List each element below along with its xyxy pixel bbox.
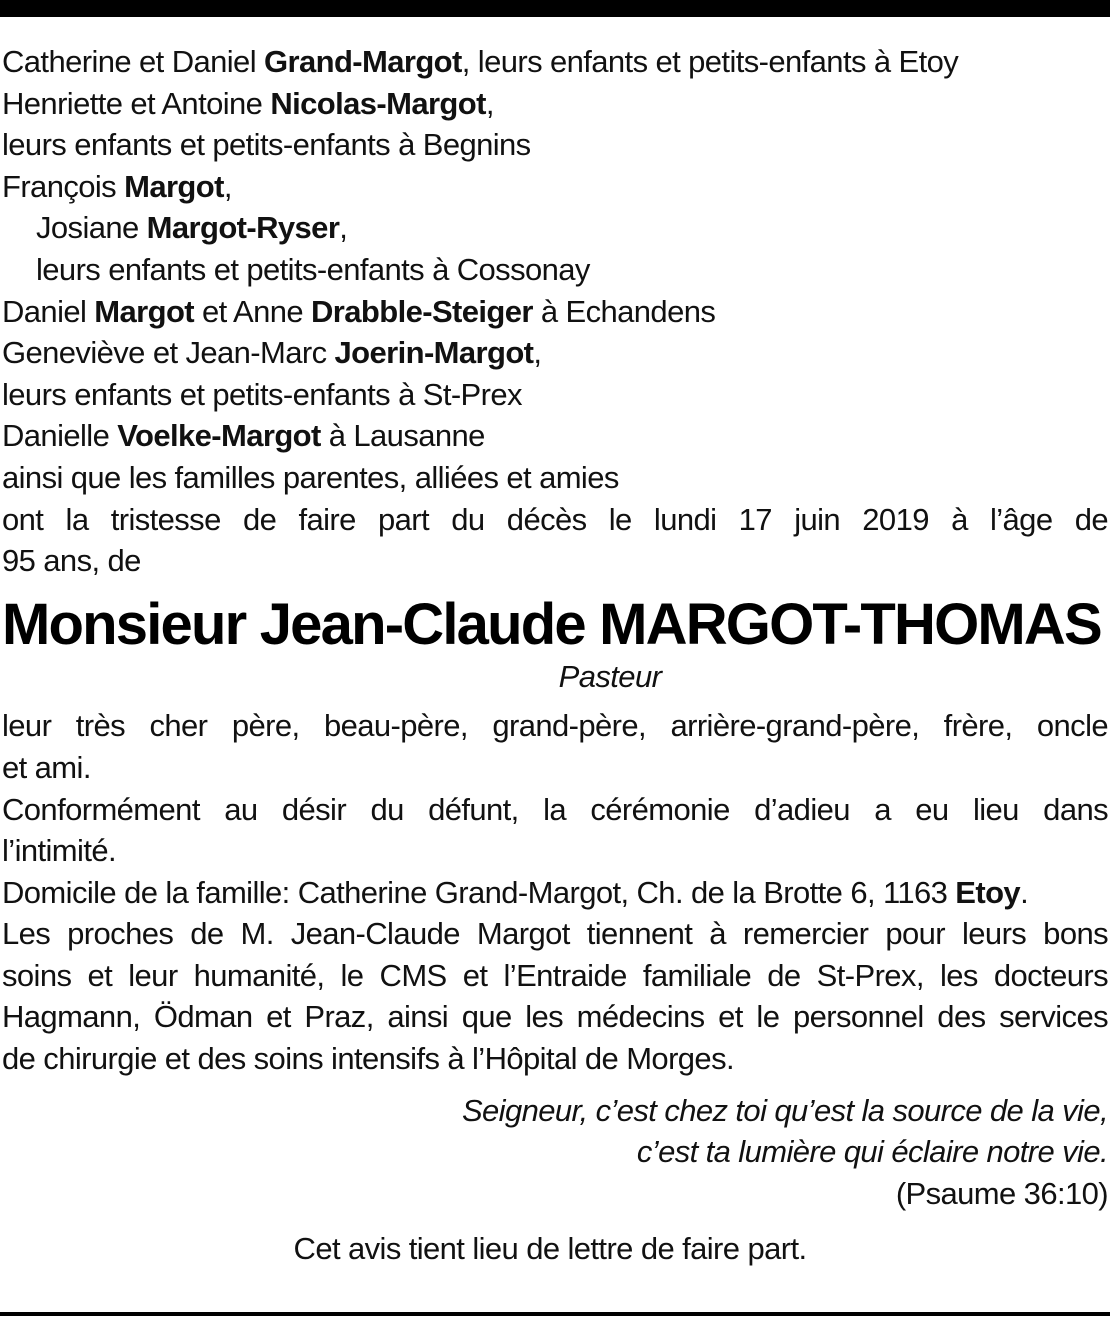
thanks-text: soins et leur humanité, le CMS et l’Entraide familiale de St-Prex, les docteurs	[2, 957, 1108, 993]
obituary-notice	[2, 41, 1108, 1270]
ceremony-text: l’intimité.	[2, 833, 116, 869]
surname: Joerin-Margot	[334, 335, 534, 371]
family-line: Geneviève et Jean-Marc Joerin-Margot,	[2, 335, 542, 371]
family-line: ainsi que les familles parentes, alliées et amies	[2, 459, 619, 495]
family-line: Catherine et Daniel Grand-Margot, leurs enfants et petits-enfants à Etoy	[2, 44, 959, 79]
thanks-text: de chirurgie et des soins intensifs à l’Hôpital de Morges.	[2, 1041, 734, 1077]
quote-line: c’est ta lumière qui éclaire notre vie.	[636, 1134, 1108, 1170]
psalm-quote	[2, 1090, 1108, 1173]
family-line: Daniel Margot et Anne Drabble-Steiger à Echandens	[2, 293, 716, 329]
family-line: François Margot,	[2, 168, 232, 204]
announcement-text: ont la tristesse de faire part du décès le lundi 17 juin 2019 à l’âge de	[2, 501, 1108, 537]
deceased-title: Pasteur	[558, 658, 662, 694]
family-line: leurs enfants et petits-enfants à Cossonay	[36, 251, 590, 287]
surname: Margot	[124, 168, 224, 204]
thanks-text: Hagmann, Ödman et Praz, ainsi que les médecins et le personnel des services	[2, 999, 1108, 1035]
surname: Grand-Margot	[264, 44, 462, 79]
announcement-text: 95 ans, de	[2, 543, 141, 579]
relation-text: leur très cher père, beau-père, grand-père, arrière-grand-père, frère, oncle	[2, 708, 1108, 744]
deceased-name: Monsieur Jean-Claude MARGOT-THOMAS	[2, 591, 1101, 657]
family-line: leurs enfants et petits-enfants à Begnins	[2, 127, 531, 163]
quote-line: Seigneur, c’est chez toi qu’est la source de la vie,	[461, 1092, 1108, 1128]
surname: Voelke-Margot	[117, 418, 321, 454]
surname: Nicolas-Margot	[270, 85, 486, 121]
top-rule	[0, 0, 1110, 17]
surname: Margot-Ryser	[146, 210, 340, 246]
family-line: Danielle Voelke-Margot à Lausanne	[2, 418, 485, 454]
closing-note: Cet avis tient lieu de lettre de faire part.	[293, 1231, 807, 1267]
domicile-text: Domicile de la famille: Catherine Grand-Margot, Ch. de la Brotte 6, 1163 Etoy.	[2, 874, 1029, 910]
relation-text: et ami.	[2, 749, 91, 785]
thanks-text: Les proches de M. Jean-Claude Margot tiennent à remercier pour leurs bons	[2, 916, 1108, 952]
ceremony-text: Conformément au désir du défunt, la cérémonie d’adieu a eu lieu dans	[2, 791, 1108, 827]
bottom-rule	[0, 1312, 1110, 1316]
family-line: Josiane Margot-Ryser,	[36, 210, 348, 246]
family-line: leurs enfants et petits-enfants à St-Prex	[2, 376, 522, 412]
family-line: Henriette et Antoine Nicolas-Margot,	[2, 85, 494, 121]
psalm-reference: (Psaume 36:10)	[895, 1175, 1108, 1211]
surname: Margot	[94, 293, 195, 329]
surname: Drabble-Steiger	[311, 293, 533, 329]
town: Etoy	[955, 874, 1021, 910]
